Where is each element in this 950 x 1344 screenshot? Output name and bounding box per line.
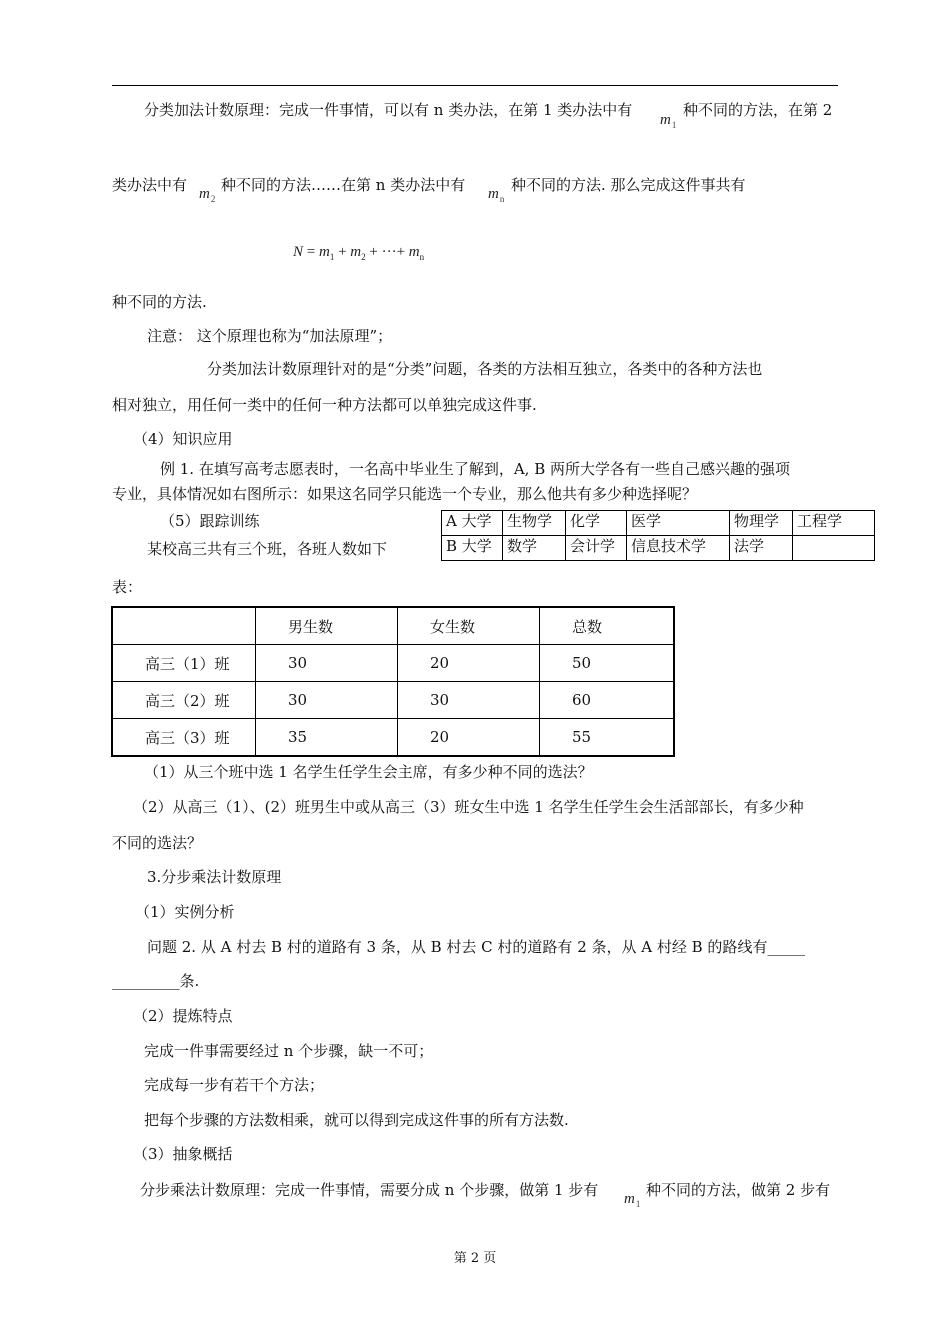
table-cell: 生物学 [503,511,566,536]
section-5-heading: （5）跟踪训练 [160,512,260,530]
table-cell: 30 [256,645,398,682]
section-4-heading: （4）知识应用 [133,430,233,448]
table-cell: 30 [256,682,398,719]
table-header-cell: 总数 [540,607,675,645]
table-cell: 工程学 [793,511,875,536]
training-line-1: 某校高三共有三个班，各班人数如下 [147,540,388,558]
table-cell: 信息技术学 [627,536,730,561]
table-cell: 20 [398,719,540,757]
math-mn: $m_n$ [488,186,505,204]
table-cell: 20 [398,645,540,682]
training-line-2: 表： [112,578,143,596]
table-row [112,682,674,719]
math-m1-step: $m_1$ [624,1191,641,1209]
note-line-3: 相对独立，用任何一类中的任何一种方法都可以单独完成这件事. [112,396,537,414]
table-cell: 30 [398,682,540,719]
multiplicative-principle-line-1-end: 种不同的方法，做第 2 步有 [646,1181,831,1199]
additive-principle-line-2a: 类办法中有 [112,176,188,194]
additive-principle-line-1-end: 种不同的方法，在第 2 [683,101,833,119]
table-header-row [112,607,674,645]
subsection-1-heading: （1）实例分析 [135,903,235,921]
additive-principle-line-1 [144,100,632,120]
math-m1: $m_1$ [660,112,677,130]
table-cell: B 大学 [442,536,503,561]
note-line-2: 分类加法计数原理针对的是“分类”问题，各类的方法相互独立，各类中的各种方法也 [207,360,763,378]
table-cell: A 大学 [442,511,503,536]
table-cell: 高三（2）班 [112,682,256,719]
majors-table [441,510,875,561]
header-rule [112,85,838,86]
table-cell: 60 [540,682,675,719]
feature-item: 把每个步骤的方法数相乘，就可以得到完成这件事的所有方法数. [144,1111,569,1129]
table-cell: 55 [540,719,675,757]
subsection-3-heading: （3）抽象概括 [133,1145,233,1163]
additive-principle-line-3: 种不同的方法. [112,293,207,311]
additive-principle-line-2b: 种不同的方法……在第 n 类办法中有 [221,176,466,194]
table-cell: 高三（3）班 [112,719,256,757]
text: 分类加法计数原理：完成一件事情，可以有 n 类办法，在第 1 类办法中有 [144,101,633,119]
table-cell: 50 [540,645,675,682]
table-cell: 物理学 [730,511,793,536]
table-row [112,719,674,757]
question-2-line-2: 不同的选法？ [112,834,203,852]
table-cell [793,536,875,561]
question-1: （1）从三个班中选 1 名学生任学生会主席，有多少种不同的选法？ [144,763,593,781]
table-header-cell [112,607,256,645]
table-cell: 高三（1）班 [112,645,256,682]
table-cell: 化学 [566,511,627,536]
math-m2: $m_2$ [199,186,216,204]
problem-2-line-2: _________条. [112,972,200,990]
problem-2-line-1: 问题 2. 从 A 村去 B 村的道路有 3 条，从 B 村去 C 村的道路有 2 条，从 A 村经 B 的路线有_____ [147,938,805,956]
table-header-cell: 男生数 [256,607,398,645]
note-line-1: 注意： 这个原理也称为“加法原理”； [147,327,393,345]
table-cell: 会计学 [566,536,627,561]
table-row [112,645,674,682]
table-row [442,511,875,536]
page-number: 第 2 页 [453,1251,497,1266]
table-cell: 法学 [730,536,793,561]
multiplicative-principle-line-1: 分步乘法计数原理：完成一件事情，需要分成 n 个步骤，做第 1 步有 [140,1181,599,1199]
table-cell: 数学 [503,536,566,561]
example-1-line-1: 例 1. 在填写高考志愿表时，一名高中毕业生了解到，A, B 两所大学各有一些自己感兴趣的强项 [160,460,791,478]
question-2-line-1: （2）从高三（1）、(2）班男生中或从高三（3）班女生中选 1 名学生任学生会生活部部长，有多少种 [133,798,804,816]
table-header-cell: 女生数 [398,607,540,645]
feature-item: 完成一件事需要经过 n 个步骤，缺一不可； [144,1042,434,1060]
example-1-line-2: 专业，具体情况如右图所示：如果这名同学只能选一个专业，那么他共有多少种选择呢？ [112,485,698,503]
table-row [442,536,875,561]
table-cell: 医学 [627,511,730,536]
subsection-2-heading: （2）提炼特点 [133,1007,233,1025]
addition-formula: $N = m_1 + m_2$ + ···+ $m_n$ [293,244,425,262]
additive-principle-line-2c: 种不同的方法. 那么完成这件事共有 [511,176,746,194]
table-cell: 35 [256,719,398,757]
section-3-heading: 3.分步乘法计数原理 [147,868,282,886]
feature-item: 完成每一步有若干个方法； [144,1076,325,1094]
class-size-table [111,606,675,757]
